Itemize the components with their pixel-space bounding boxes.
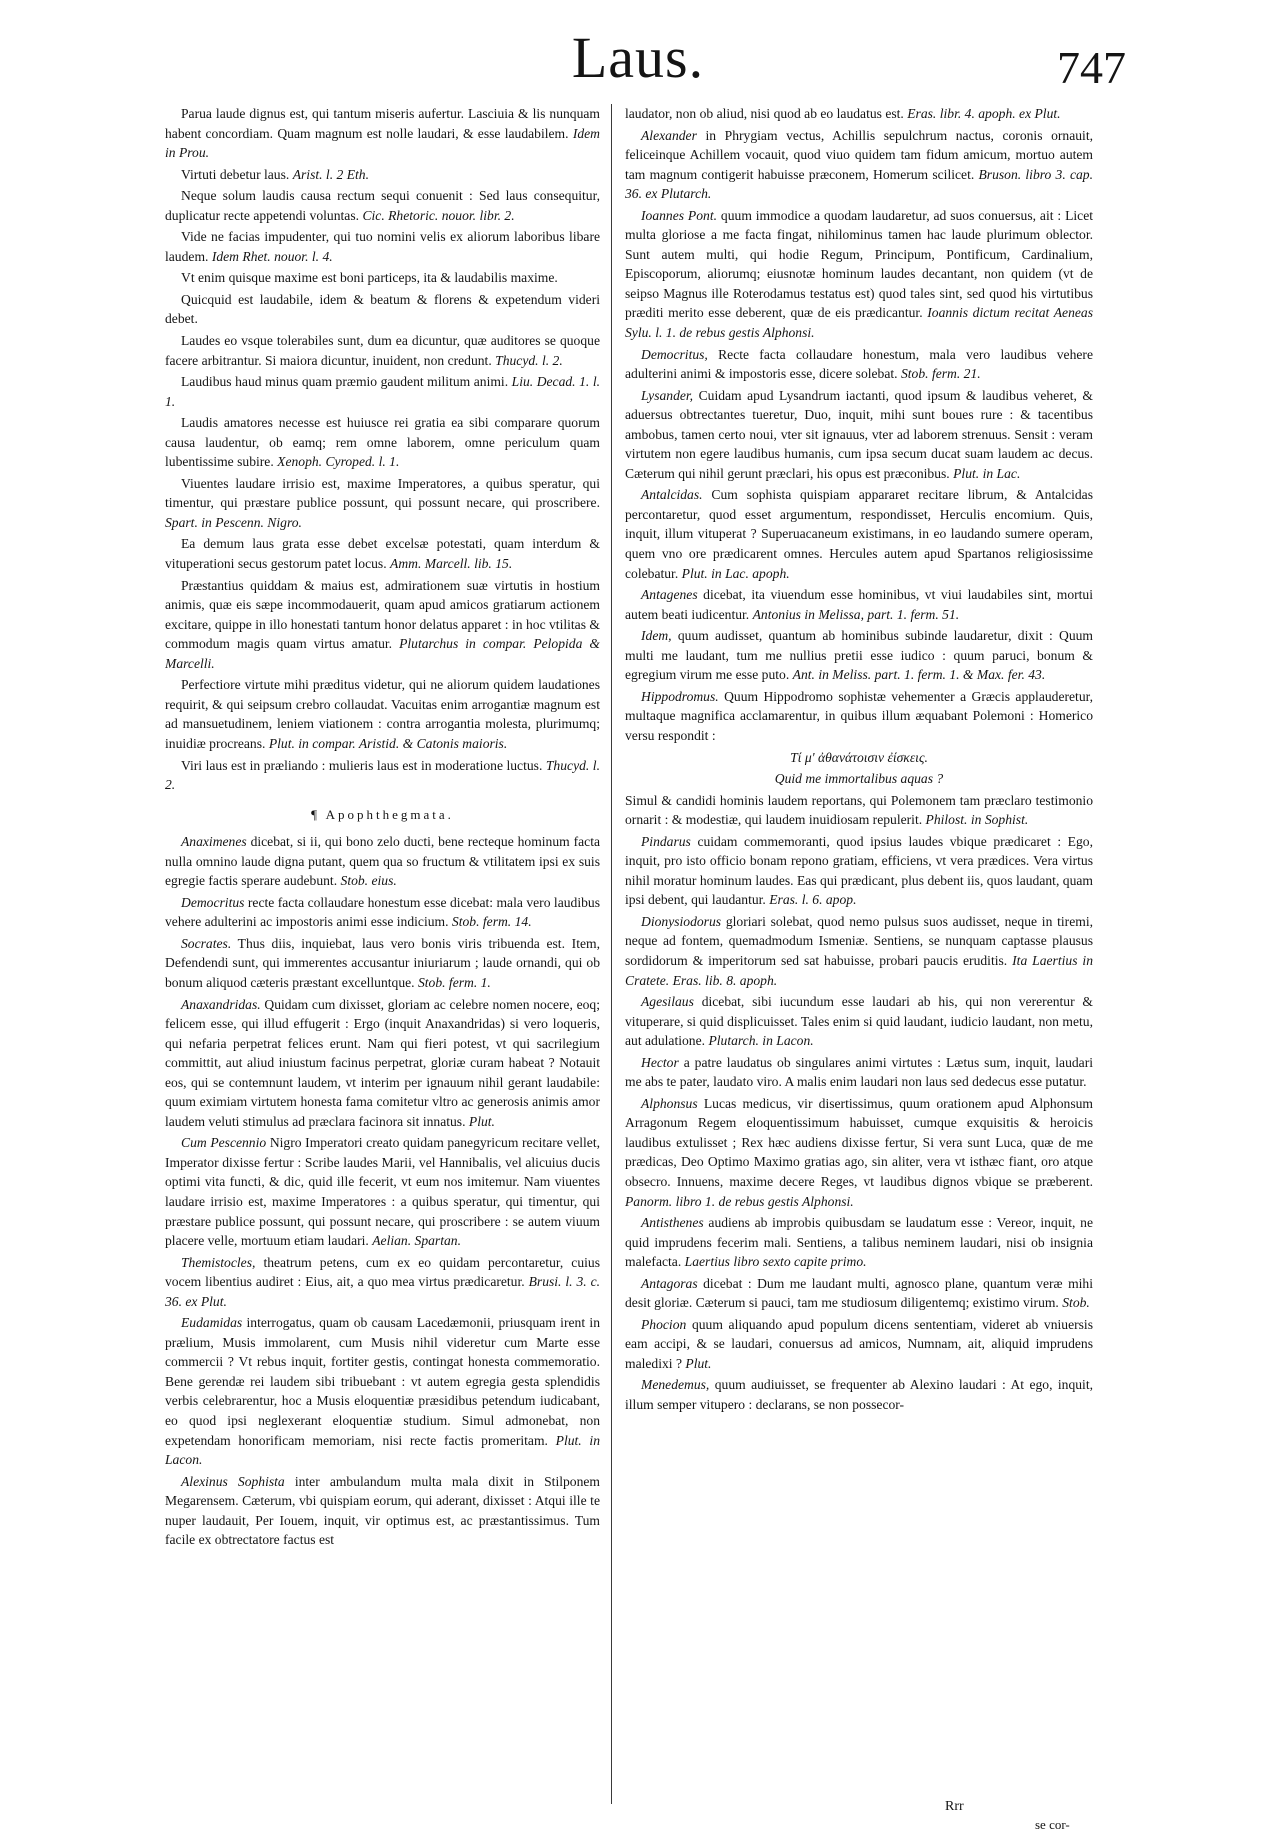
entry-paragraph (625, 485, 1093, 583)
citation: Thucyd. l. 2. (165, 757, 600, 793)
entry-text: Virtuti debetur laus. (181, 166, 290, 182)
entry-text: audiens ab improbis quibusdam se laudatum esse : Vereor, inquit, ne quid imprudens fecerim mali. Sentiens, a talibus neminem laudari, nisi ob insignia malefacta. (625, 1215, 1093, 1270)
entry-paragraph (165, 832, 600, 891)
speaker-name: Democritus (181, 894, 245, 910)
entry-text: Thus diis, inquiebat, laus vero bonis viris tribuenda est. Item, Defendendi sunt, qui immerentes accusantur iniuriarum ; laude ornandi, qui ob bonum aliquod cæteris præstant excelluntque. (165, 935, 600, 990)
citation: Stob. (1062, 1295, 1090, 1311)
section-heading: ¶ Apophthegmata. (311, 806, 454, 822)
entry-text: interrogatus, quam ob causam Lacedæmonii, priusquam irent in prælium, Musis immolarent, cum Musis nihil videretur cum Marte esse commercii ? Vt rebus inquit, fortiter gestis, contingat honesta commemoratio. Bene gerendæ rei laudem sibi tribuebant : vt autem egregia gesta splendidis verbis celebrarentur, hoc a Musis eloquentiæ præsidibus petendum iudicabant, eo quod ipsi neglexerant eloquentiæ studium. Simul admonebat, non expetendam honorificam memoriam, nisi recte factis promeritam. (165, 1315, 600, 1448)
citation: Idem Rhet. nouor. l. 4. (211, 248, 333, 264)
speaker-name: Themistocles, (181, 1254, 256, 1270)
citation: Plutarchus in compar. Pelopida & Marcelli. (165, 636, 600, 671)
page-number: 747 (1057, 42, 1126, 93)
entry-text: Viuentes laudare irrisio est, maxime Imperatores, a quibus speratur, qui timentur, qui præstare publice possunt, qui possunt necare, qui proscribere. (165, 475, 600, 511)
right-column (625, 104, 1093, 1829)
entry-text: Cum sophista quispiam appararet recitare librum, & Antalcidas percontaretur, quod esset argumentum, respondisset, Herculis encomium. Quis, inquit, illum vituperat ? Superuacaneum existimans, in eo laudando sumere operam, quem vno ore prædicarent omnes. Hercules autem apud Spartanos religiosissime colebatur. (625, 487, 1093, 581)
citation: Ita Laertius in Cratete. Eras. lib. 8. apoph. (625, 952, 1093, 988)
citation: Spart. in Pescenn. Nigro. (165, 514, 302, 530)
entry-text: Præstantius quiddam & maius est, admirationem suæ virtutis in hostium animis, quæ eis sæpe incommodauerit, quam apud amicos gratiarum actionem excitare, quippe in illo honestati tantum honor delatus apparet : in hoc vtilitas & commodum magis quam virtus amatur. (165, 577, 600, 652)
right-apophthegmata (625, 104, 1093, 1415)
speaker-name: Dionysiodorus (641, 913, 722, 929)
signature-mark: Rrr (945, 1799, 964, 1814)
entry-text: quum audiuisset, se frequenter ab Alexino laudari : At ego, inquit, illum semper vitupero : declarans, se non possecor- (625, 1377, 1093, 1412)
entry-text: inter ambulandum multa mala dixit in Stilponem Megarensem. Cæterum, vbi quispiam eorum, qui aderant, dixisset : Atqui ille te nuper laudauit, Per Iouem, inquit, vir optimus est, ac præstantissimus. Tum facile ex obtrectatore factus est (165, 1473, 600, 1548)
citation: Philost. in Sophist. (925, 812, 1029, 828)
entry-text: Perfectiore virtute mihi præditus videtur, qui ne aliorum quidem laudationes requirit, & qui seipsum crebro collaudat. Vacuitas enim arrogantiæ magnum est ad mansuetudinem, leniem viationem : contra arrogantia molesta, plurimumq; inuidiæ procreans. (165, 677, 600, 751)
entry-text: quum aliquando apud populum dicens sententiam, videret ab vniuersis eam accipi, & se laudari, conuersus ad amicos, Numnam, ait, aliquid imprudens maledixi ? (625, 1316, 1093, 1371)
entry-paragraph (165, 186, 600, 225)
entry-text: gloriari solebat, quod nemo pulsus suos audisset, neque in tiremi, neque ad fontem, quemadmodum Ismeniæ. Sentiens, se nunquam captasse plausus sordidorum & imperitorum sed sat habuisse, probari paucis eruditis. (625, 913, 1093, 968)
entry-text: Lucas medicus, vir disertissimus, quum orationem apud Alphonsum Arragonum Regem eloquentissimum habuisset, cumque exquisitis & heroicis laudibus extulisset ; Rex hæc audiens dixisse fertur, Si vera sunt Luca, quæ de me prædicas, Deo Optimo Maximo gratias ago, sin aliter, vera vt isthæc fiant, oro atque obsecro. Innuens, maxime decere Reges, vt laudibus dignos vbique se præberent. (625, 1095, 1093, 1189)
entry-paragraph (625, 345, 1093, 384)
entry-paragraph (625, 992, 1093, 1051)
citation: Thucyd. l. 2. (495, 352, 563, 368)
entry-text: Laudis amatores necesse est huiusce rei gratia ea sibi comparare quorum causa laudentur, ob eamq; rem omne laborem, omne periculum quam lubentissime subire. (165, 415, 600, 470)
speaker-name: Menedemus, (641, 1377, 710, 1393)
citation: Liu. Decad. 1. l. 1. (165, 374, 600, 409)
entry-paragraph (165, 576, 600, 674)
entry-text: Parua laude dignus est, qui tantum miseris aufertur. Lasciuia & lis nunquam habent concordiam. Quam magnum est nolle laudari, & esse laudabilem. (165, 106, 600, 141)
verse-line: Quid me immortalibus aquas ? (774, 771, 944, 787)
left-column (165, 104, 600, 1829)
entry-paragraph (625, 104, 1093, 124)
entry-paragraph (625, 386, 1093, 484)
entry-paragraph (625, 1094, 1093, 1211)
entry-text: Laudes eo vsque tolerabiles sunt, dum ea dicuntur, quæ auditores se quoque facere arbitrantur. Si maiora dicuntur, inuident, non credunt. (165, 333, 600, 368)
entry-text: Viri laus est in præliando : mulieris laus est in moderatione luctus. (181, 757, 543, 773)
entry-text: Quidam cum dixisset, gloriam ac celebre nomen nocere, eoq; felicem esse, qui illud effugerit : Ergo (inquit Anaxandridas) si vero loqueris, qui nefaria perpetrat felices erunt. Nam qui fieri potest, vt qui sacrilegium committit, aut aliud iniustum facinus perpetrat, gloriæ curam habeat ? Notauit eos, qui se contemnunt laudem, vt interim per ignauum nihil gerant laudabile: quum eximiam virtutem honesta fama comitetur vltro ac generosis animis amor laudem veluti stimulus ad præclara facinora sit innatus. (165, 996, 600, 1129)
speaker-name: Antagoras (641, 1275, 698, 1291)
column-divider (611, 104, 612, 1804)
verse-line: Τί μ' ἀθανάτοισιν ἐίσκεις. (790, 749, 928, 765)
speaker-name: Idem, (641, 628, 672, 644)
entry-text: theatrum petens, cum ex eo quidam percontaretur, cuius vocem libentius audiret : Eius, ait, a quo mea virtus prædicaretur. (165, 1254, 600, 1290)
entry-paragraph (165, 934, 600, 993)
citation: Plut. in Lac. (953, 465, 1021, 481)
entry-paragraph (165, 1313, 600, 1469)
entry-text: recte facta collaudare honestum esse dicebat: mala vero laudibus vehere adulterini ac impostoris animi esse indicium. (165, 894, 600, 930)
speaker-name: Hector (641, 1054, 679, 1070)
entry-paragraph (625, 832, 1093, 910)
entry-text: dicebat, ita viuendum esse hominibus, vt viui laudabiles sint, mortui autem beati iudicentur. (625, 587, 1093, 622)
left-apophthegmata (165, 832, 600, 1550)
entry-text: Vide ne facias impudenter, qui tuo nomini velis ex aliorum laboribus libare laudem. (165, 229, 600, 264)
entry-paragraph (165, 1253, 600, 1312)
entry-text: laudator, non ob aliud, nisi quod ab eo laudatus est. (625, 106, 904, 121)
citation: Antonius in Melissa, part. 1. ferm. 51. (752, 606, 960, 622)
entry-paragraph (165, 893, 600, 932)
speaker-name: Antisthenes (641, 1215, 704, 1231)
speaker-name: Ioannes Pont. (641, 207, 718, 223)
citation: Xenoph. Cyroped. l. 1. (277, 454, 400, 470)
entry-paragraph (165, 675, 600, 753)
entry-text: in Phrygiam vectus, Achillis sepulchrum nactus, coronis ornauit, feliceinque Achillem vocauit, quod viuo quidem tam fidum amicum, mortuo autem tam magnum contigerit habuisse præconem, Homerum scilicet. (625, 127, 1093, 182)
citation: Idem in Prou. (165, 125, 600, 161)
speaker-name: Pindarus (641, 833, 691, 849)
entry-paragraph (625, 206, 1093, 343)
entry-paragraph (165, 331, 600, 370)
entry-text: Cuidam apud Lysandrum iactanti, quod ipsum & laudibus veheret, & aduersus obtrectantes tueretur, Duo, inquit, mihi sunt boues rure : & tacentibus ambobus, tamen certo noui, vter sit ignauus, vter ad laborem strenuus. Sensit : veram virtutem non egere laudibus humanis, cum ipsa secum ducat suam laudem ac decus. Cæterum qui nihil gerunt præclari, his opus est præconibus. (625, 387, 1093, 481)
citation: Plutarch. in Lacon. (708, 1033, 814, 1049)
speaker-name: Eudamidas (181, 1315, 243, 1331)
entry-paragraph (165, 104, 600, 163)
entry-paragraph (625, 791, 1093, 830)
citation: Arist. l. 2 Eth. (292, 166, 369, 182)
citation: Stob. eius. (340, 873, 397, 889)
speaker-name: Cum Pescennio (181, 1135, 267, 1151)
speaker-name: Anaximenes (181, 834, 247, 850)
entry-text: Simul & candidi hominis laudem reportans, qui Polemonem tam præclaro testimonio ornarit : & modestiæ, qui laudem inuidiosam repulerit. (625, 792, 1093, 828)
entry-paragraph (165, 413, 600, 472)
speaker-name: Anaxandridas. (181, 996, 261, 1012)
catchword: se cor- (1035, 1817, 1070, 1832)
entry-paragraph (625, 912, 1093, 990)
entry-text: cuidam commemoranti, quod ipsius laudes vbique prædicaret : Ego, inquit, pro isto officio bonam repono gratiam, efficiens, vt vera prædices. Vera virtus nihil moratur hominum laudes. Eas qui prædicant, plus debent iis, quos laudant, quam ipsi debent, qui laudantur. (625, 833, 1093, 908)
speaker-name: Alexander (641, 127, 697, 143)
citation: Plut. (468, 1113, 495, 1129)
entry-paragraph (165, 372, 600, 411)
speaker-name: Hippodromus. (641, 688, 719, 704)
entry-paragraph (625, 1315, 1093, 1374)
speaker-name: Agesilaus (641, 994, 694, 1010)
entry-paragraph (165, 756, 600, 795)
citation: Ioannis dictum recitat Aeneas Sylu. l. 1. de rebus gestis Alphonsi. (625, 305, 1093, 341)
entry-text: dicebat, sibi iucundum esse laudari ab his, qui non vererentur & vituperare, si quid displicuisset. Tales enim si quid laudant, iudicio laudant, non metu, aut adulatione. (625, 994, 1093, 1049)
entry-paragraph (625, 687, 1093, 746)
entry-text: dicebat : Dum me laudant multi, agnosco plane, quantum veræ mihi desit gloriæ. Cæterum si pauci, tam me studiosum diligentemq; existimo virum. (625, 1275, 1093, 1311)
speaker-name: Antalcidas. (641, 487, 703, 503)
citation: Plut. in Lac. apoph. (681, 565, 790, 581)
citation: Brusi. l. 3. c. 36. ex Plut. (165, 1274, 600, 1309)
citation: Plut. in compar. Aristid. & Catonis maioris. (268, 735, 508, 751)
entry-paragraph (165, 534, 600, 573)
speaker-name: Phocion (641, 1316, 687, 1332)
speaker-name: Democritus, (641, 346, 708, 362)
citation: Panorm. libro 1. de rebus gestis Alphonsi. (625, 1193, 854, 1209)
speaker-name: Socrates. (181, 935, 232, 951)
citation: Amm. Marcell. lib. 15. (390, 556, 513, 572)
citation: Stob. ferm. 21. (900, 366, 981, 382)
entry-paragraph (165, 290, 600, 329)
entry-text: quum audisset, quantum ab hominibus subinde laudaretur, dixit : Quum multi me laudant, tum me nullius pretii esse iudico : quum paruci, bonum & egregium virum me esse puto. (625, 628, 1093, 683)
entry-paragraph (165, 1133, 600, 1250)
entry-text: Quum Hippodromo sophistæ vehementer a Græcis applauderetur, multaque magnifica acclamarentur, in quibus illum æquabant Polemoni : Homerico versu respondit : (625, 688, 1093, 743)
citation: Bruson. libro 3. cap. 36. ex Plutarch. (625, 166, 1093, 202)
citation: Plut. in Lacon. (165, 1432, 600, 1468)
entry-paragraph (625, 126, 1093, 204)
entry-text: Vt enim quisque maxime est boni particeps, ita & laudabilis maxime. (181, 270, 558, 286)
citation: Plut. (685, 1355, 712, 1371)
entry-paragraph (625, 626, 1093, 685)
entry-paragraph (165, 995, 600, 1132)
citation: Ant. in Meliss. part. 1. ferm. 1. & Max. fer. 43. (792, 667, 1046, 683)
citation: Stob. ferm. 1. (417, 974, 491, 990)
entry-paragraph (165, 165, 600, 185)
entry-paragraph (165, 268, 600, 288)
page-title: Laus. (571, 25, 705, 90)
speaker-name: Alexinus Sophista (181, 1473, 285, 1489)
entry-text: dicebat, si ii, qui bono zelo ducti, bene recteque hominum facta nulla omnino laude digna putant, quem qua so fructum & vtilitatem ipsi ex suis egregie factis sperare audebunt. (165, 834, 600, 889)
citation: Laertius libro sexto capite primo. (684, 1254, 867, 1270)
entry-paragraph (165, 1472, 600, 1550)
speaker-name: Lysander, (641, 387, 694, 403)
citation: Eras. libr. 4. apoph. ex Plut. (907, 106, 1061, 121)
citation: Eras. l. 6. apop. (769, 892, 857, 908)
entry-text: Laudibus haud minus quam præmio gaudent militum animi. (181, 374, 509, 390)
entry-text: Ea demum laus grata esse debet excelsæ potestati, quam interdum & vituperationi secus gestorum patet locus. (165, 536, 600, 572)
entry-text: Neque solum laudis causa rectum sequi conuenit : Sed laus consequitur, duplicatur recte appetendi voluntas. (165, 188, 600, 223)
entry-paragraph (625, 1375, 1093, 1414)
entry-text: Recte facta collaudare honestum, mala vero laudibus vehere adulterini animi & impostoris esse, dicere solebat. (625, 346, 1093, 382)
entry-paragraph (625, 1213, 1093, 1272)
citation: Aelian. Spartan. (372, 1233, 461, 1249)
citation: Stob. ferm. 14. (451, 914, 532, 930)
entry-paragraph (625, 585, 1093, 624)
entry-text: Nigro Imperatori creato quidam panegyricum recitare vellet, Imperator dixisse fertur : Scribe laudes Marii, vel Hannibalis, vel alicuius ducis optimi vita functi, & dic, quid ille fecerit, vt eum nos imitemur. Nam viuentes laudare irrisio est, maxime Imperatores : a quibus speratur, qui timentur, qui præstare publice possunt, qui possunt necare, qui proscribere : se autem viuum placere velle, mortuum etiam laudari. (165, 1135, 600, 1249)
entry-text: quum immodice a quodam laudaretur, ad suos conuersus, ait : Licet multa gloriose a me facta fingat, nihilominus tamen hac laude plurimum oblector. Sunt autem multi, qui hodie Regum, Principum, Pontificum, Cardinalium, Episcoporum, aliorumq; eiusnotæ hominum laudes decantant, non quidem (vt de seipso Magnus ille Roterodamus testatus est) quod tales sint, sed quod his virtutibus præditi merito esse deberent, quæ de eis prædicantur. (625, 207, 1093, 321)
entry-paragraph (165, 474, 600, 533)
citation: Cic. Rhetoric. nouor. libr. 2. (362, 207, 515, 223)
entry-text: a patre laudatus ob singulares animi virtutes : Lætus sum, inquit, laudari me abs te pater, laudato viro. A malis enim laudari non laus sed dedecus esse putatur. (625, 1054, 1093, 1090)
entry-paragraph (625, 1274, 1093, 1313)
speaker-name: Antagenes (641, 587, 698, 603)
left-entries (165, 104, 600, 795)
speaker-name: Alphonsus (641, 1095, 698, 1111)
entry-paragraph (165, 227, 600, 266)
entry-paragraph (625, 1053, 1093, 1092)
entry-text: Quicquid est laudabile, idem & beatum & florens & expetendum videri debet. (165, 291, 600, 327)
